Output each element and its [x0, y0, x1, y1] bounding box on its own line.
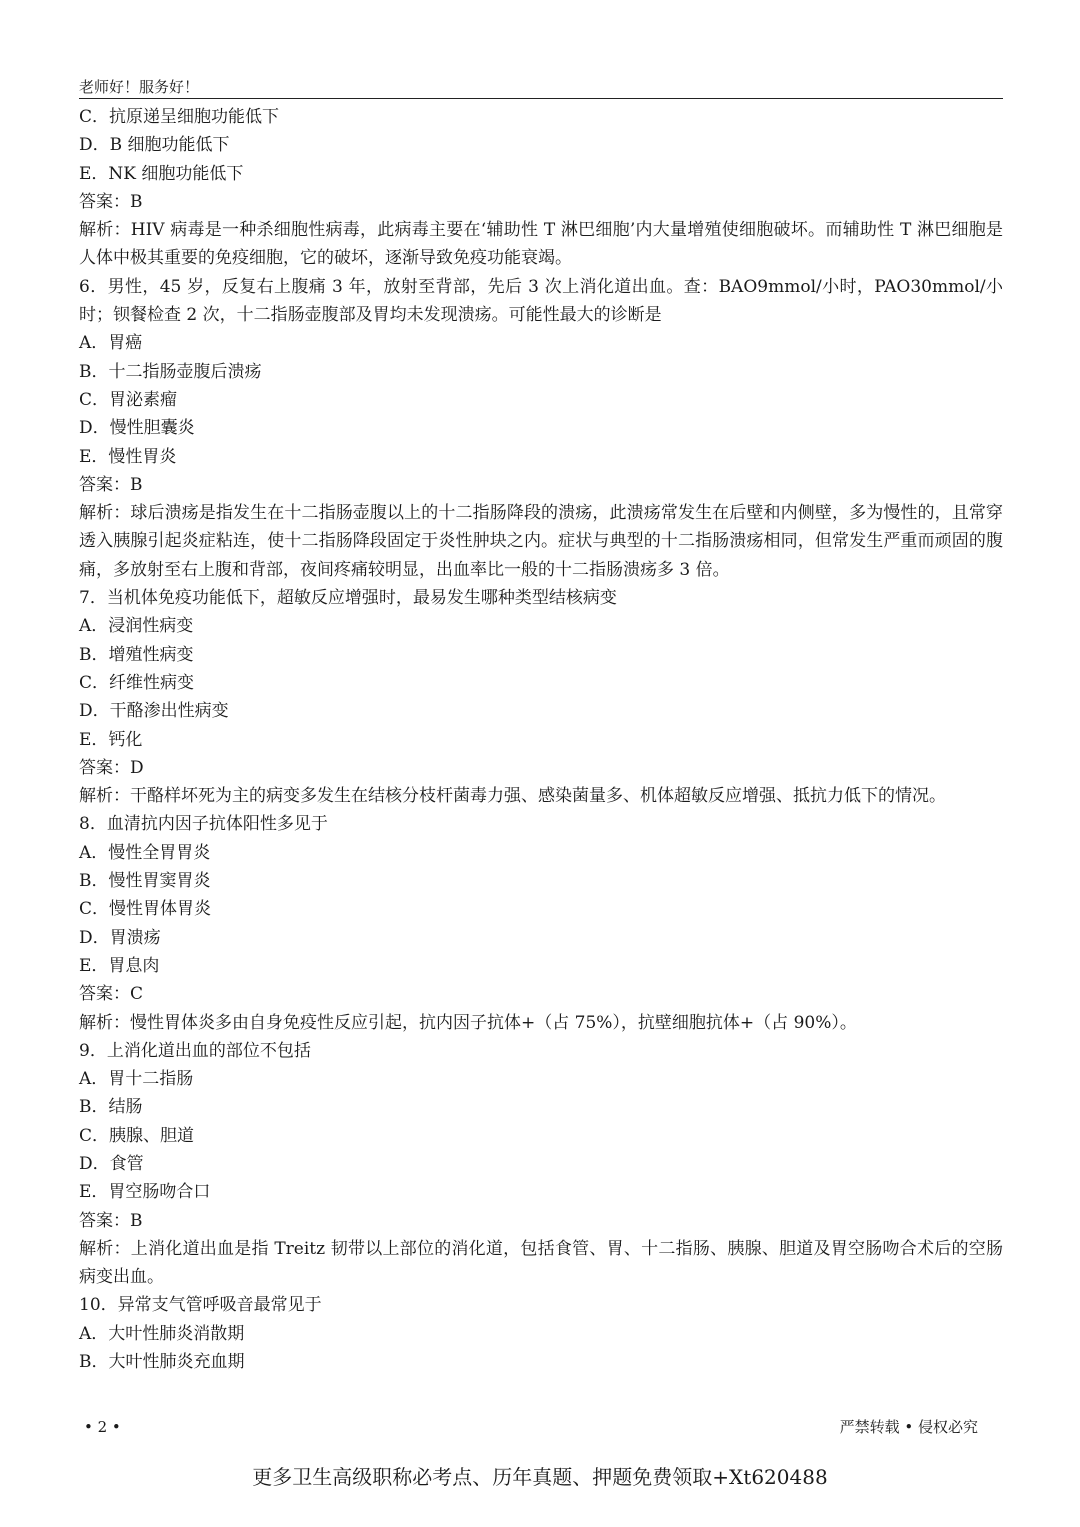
option-line: A．胃十二指肠 — [79, 1069, 194, 1090]
option-line: B．慢性胃窦胃炎 — [79, 871, 211, 892]
analysis-paragraph: 解析：干酪样坏死为主的病变多发生在结核分枝杆菌毒力强、感染菌量多、机体超敏反应增强、抵抗力低下的情况。 — [79, 786, 946, 807]
question-stem: 10．异常支气管呼吸音最常见于 — [79, 1295, 322, 1316]
option-line: C．胃泌素瘤 — [79, 389, 178, 410]
analysis-paragraph: 解析：慢性胃体炎多由自身免疫性反应引起，抗内因子抗体+（占 75%），抗壁细胞抗体+（占 90%）。 — [79, 1012, 857, 1033]
option-line: A．慢性全胃胃炎 — [79, 842, 211, 863]
option-line: C．纤维性病变 — [79, 672, 195, 693]
option-line: B．十二指肠壶腹后溃疡 — [79, 361, 262, 382]
option-line: E．钙化 — [79, 729, 143, 750]
option-line: D．慢性胆囊炎 — [79, 418, 195, 439]
option-line: D．食管 — [79, 1153, 144, 1174]
analysis-paragraph: 解析：HIV 病毒是一种杀细胞性病毒，此病毒主要在‘辅助性 T 淋巴细胞’内大量增殖使细胞破坏。而辅助性 T 淋巴细胞是人体中极其重要的免疫细胞，它的破坏，逐渐导致免疫功能衰竭。 — [79, 220, 1003, 269]
promo-banner-text: 更多卫生高级职称必考点、历年真题、押题免费领取+Xt620488 — [252, 1465, 828, 1489]
option-line: A．胃癌 — [79, 333, 143, 354]
option-line: C．胰腺、胆道 — [79, 1125, 195, 1146]
answer-line: 答案：B — [79, 191, 143, 212]
answer-line: 答案：C — [79, 984, 144, 1005]
text-line: C．抗原递呈细胞功能低下 — [79, 107, 280, 127]
question-stem: 8．血清抗内因子抗体阳性多见于 — [79, 814, 328, 835]
copyright-notice: 严禁转载 • 侵权必究 — [839, 1418, 978, 1436]
option-line: A．大叶性肺炎消散期 — [79, 1323, 245, 1344]
page-content — [79, 103, 1003, 1376]
option-line: B．大叶性肺炎充血期 — [79, 1352, 245, 1373]
option-line: E．慢性胃炎 — [79, 446, 177, 467]
page-number: • 2 • — [84, 1418, 121, 1436]
answer-line: 答案：B — [79, 474, 143, 495]
text-line: D．B 细胞功能低下 — [79, 135, 230, 156]
option-line: B．增殖性病变 — [79, 644, 194, 665]
option-line: C．慢性胃体胃炎 — [79, 899, 212, 920]
question-stem: 7．当机体免疫功能低下，超敏反应增强时，最易发生哪种类型结核病变 — [79, 588, 617, 609]
page-header: 老师好！服务好！ — [79, 76, 1003, 99]
option-line: A．浸润性病变 — [79, 616, 194, 637]
question-stem: 6．男性，45 岁，反复右上腹痛 3 年，放射至背部，先后 3 次上消化道出血。查：BAO9mmol/小时，PAO30mmol/小时；钡餐检查 2 次，十二指肠壶腹部及胃均未发现溃疡。可能性最大的诊断是 — [79, 276, 1003, 326]
option-line: D．干酪渗出性病变 — [79, 701, 229, 722]
text-line: E．NK 细胞功能低下 — [79, 163, 244, 184]
option-line: B．结肠 — [79, 1097, 143, 1118]
answer-line: 答案：B — [79, 1210, 143, 1231]
question-stem: 9．上消化道出血的部位不包括 — [79, 1040, 311, 1061]
option-line: E．胃息肉 — [79, 955, 160, 976]
analysis-paragraph: 解析：上消化道出血是指 Treitz 韧带以上部位的消化道，包括食管、胃、十二指肠、胰腺、胆道及胃空肠吻合术后的空肠病变出血。 — [79, 1238, 1003, 1288]
option-line: E．胃空肠吻合口 — [79, 1182, 211, 1203]
option-line: D．胃溃疡 — [79, 927, 161, 948]
analysis-paragraph: 解析：球后溃疡是指发生在十二指肠壶腹以上的十二指肠降段的溃疡，此溃疡常发生在后壁和内侧壁，多为慢性的，且常穿透入胰腺引起炎症粘连，使十二指肠降段固定于炎性肿块之内。症状与典型的十二指肠溃疡相同，但常发生严重而顽固的腹痛，多放射至右上腹和背部，夜间疼痛较明显，出血率比一般的十二指肠溃疡多 3 倍。 — [79, 503, 1003, 580]
answer-line: 答案：D — [79, 757, 144, 778]
